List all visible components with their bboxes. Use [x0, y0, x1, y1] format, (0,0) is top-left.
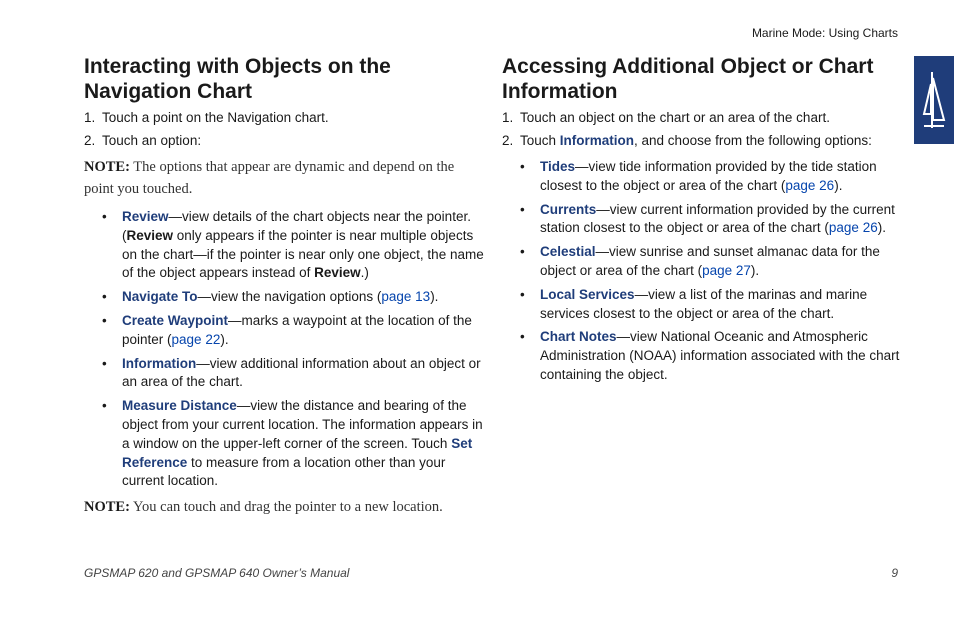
option-list — [84, 208, 484, 491]
section-title-interacting: Interacting with Objects on the Navigation Chart — [84, 55, 391, 103]
running-header: Marine Mode: Using Charts — [751, 26, 898, 40]
footer-manual-title: GPSMAP 620 and GPSMAP 640 Owner’s Manual — [84, 566, 350, 580]
note: NOTE: The options that appear are dynamic and depend on the point you touched. — [84, 159, 455, 197]
section-title-accessing: Accessing Additional Object or Chart Information — [502, 55, 874, 103]
option-review: • Review—view details of the chart objects near the pointer. (Review only appears if the pointer is near multiple objects on the chart—if the pointer is near only one object, the name of the object appears instead of Review.) — [102, 209, 484, 281]
step-item: 1. Touch an object on the chart or an area of the chart. — [502, 110, 830, 125]
option-tides: • Tides—view tide information provided by the tide station closest to the object or area of the chart (page 26). — [520, 159, 877, 193]
option-information: • Information—view additional information about an object or an area of the chart. — [102, 355, 481, 390]
option-chart-notes: • Chart Notes—view National Oceanic and Atmospheric Administration (NOAA) information associated with the chart containing the object. — [520, 329, 900, 382]
step-item: 2. Touch an option: — [84, 133, 202, 148]
page-link[interactable]: page 13 — [381, 289, 431, 305]
option-create-waypoint: • Create Waypoint—marks a waypoint at the location of the pointer (page 22). — [102, 312, 472, 347]
step-item: 2. Touch Information, and choose from the following options: — [502, 133, 872, 148]
note: NOTE: You can touch and drag the pointer to a new location. — [84, 499, 443, 516]
page-link[interactable]: page 22 — [171, 331, 221, 347]
option-local-services: • Local Services—view a list of the marinas and marine services closest to the object or area of the chart. — [520, 286, 868, 321]
page-link[interactable]: page 27 — [702, 262, 751, 278]
page-link[interactable]: page 26 — [828, 220, 878, 236]
option-celestial: • Celestial—view sunrise and sunset almanac data for the object or area of the chart (page 27). — [520, 244, 880, 278]
option-measure-distance: • Measure Distance—view the distance and bearing of the object from your current location. The information appears in a window on the upper-left corner of the screen. Touch Set Reference to measure from a location other than your current location. — [102, 398, 483, 489]
option-list — [502, 158, 900, 385]
chapter-tab — [914, 56, 954, 144]
left-column — [84, 54, 484, 518]
page-number: 9 — [891, 566, 898, 580]
option-navigate-to: • Navigate To—view the navigation options (page 13). — [102, 289, 439, 305]
right-column — [502, 54, 900, 390]
step-item: 1. Touch a point on the Navigation chart. — [84, 110, 329, 125]
option-currents: • Currents—view current information provided by the current station closest to the object or area of the chart (page 26). — [520, 201, 895, 236]
sailboat-icon — [922, 70, 946, 130]
page-link[interactable]: page 26 — [785, 177, 835, 193]
